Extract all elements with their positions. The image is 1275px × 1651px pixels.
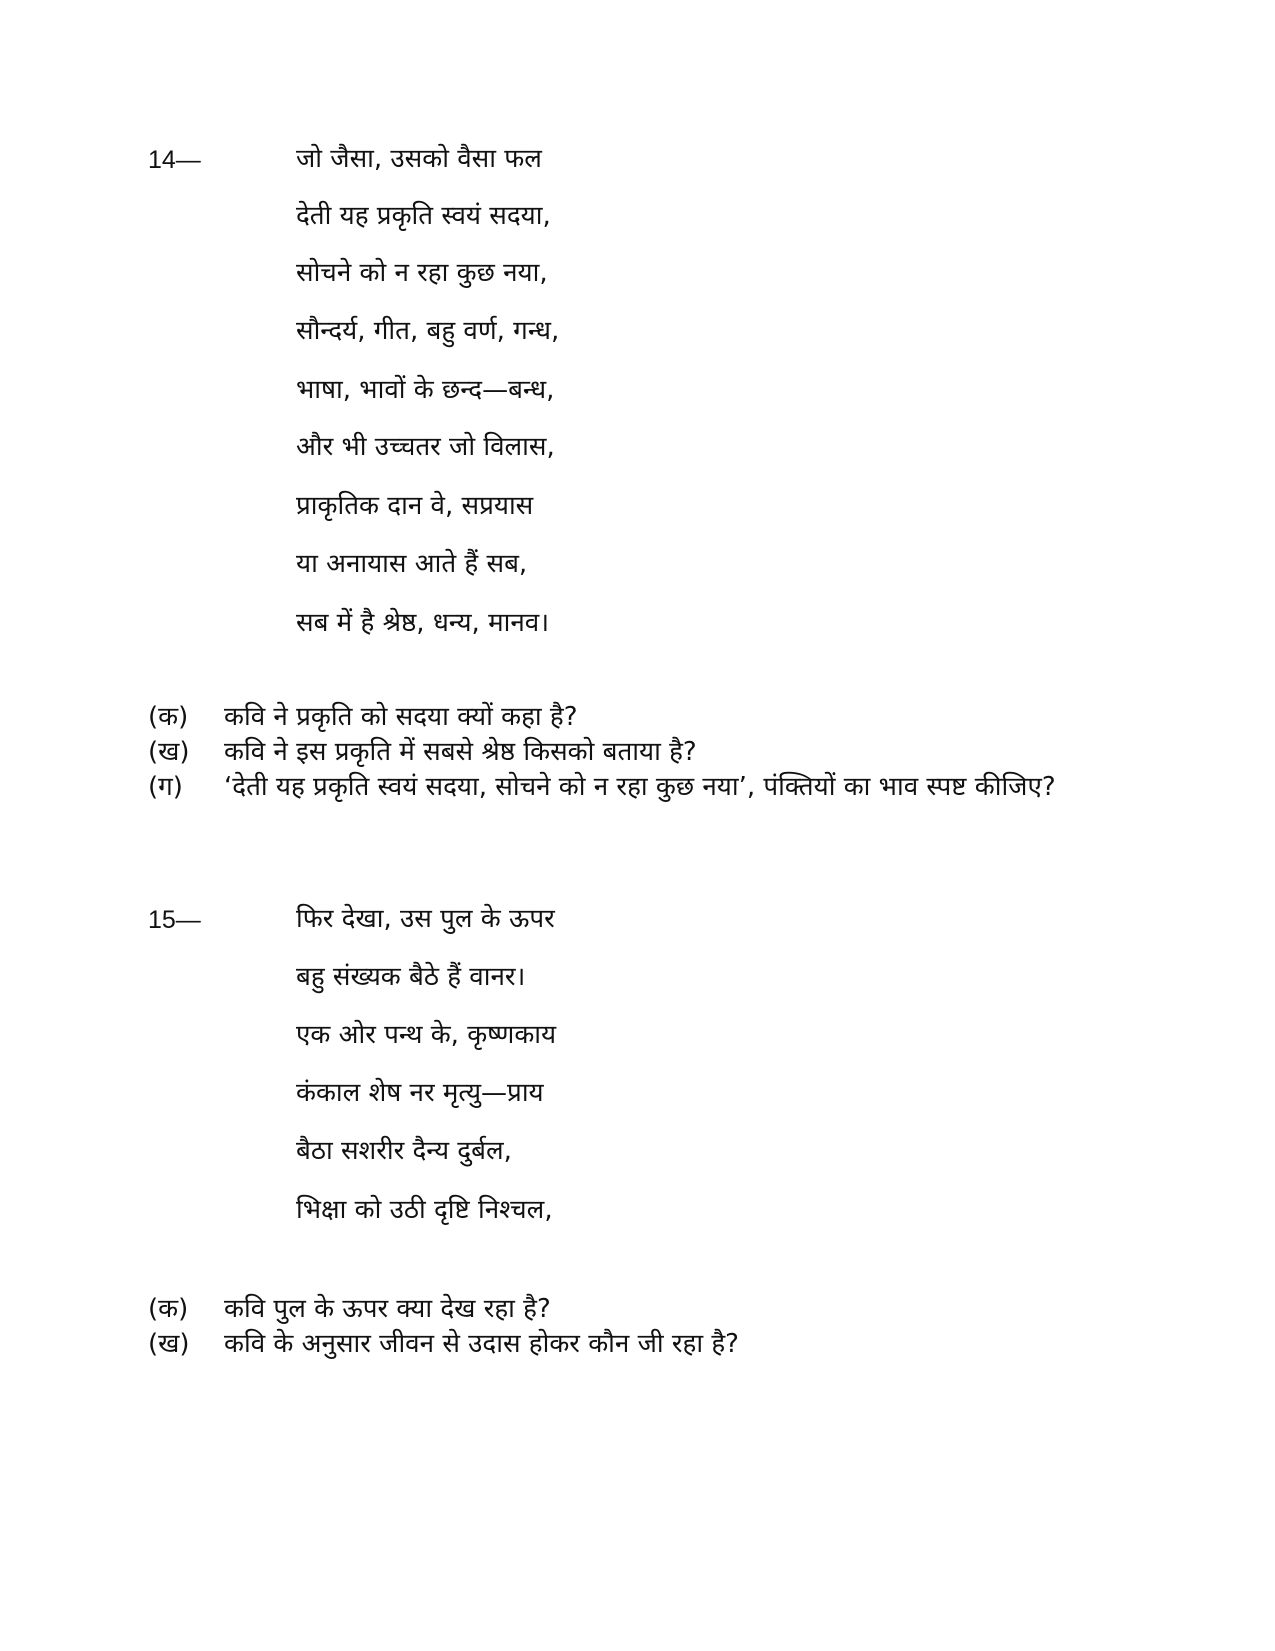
- poem-14-line-2: देती यह प्रकृति स्वयं सदया,: [296, 201, 551, 231]
- poem-15-line-1: फिर देखा, उस पुल के ऊपर: [296, 904, 555, 934]
- sub-question-text: कवि ने प्रकृति को सदया क्यों कहा है?: [224, 702, 578, 732]
- poem-15-line-2: बहु संख्यक बैठे हैं वानर।: [296, 962, 526, 992]
- poem-15-line-5: बैठा सशरीर दैन्य दुर्बल,: [296, 1136, 512, 1166]
- sub-question-text: कवि के अनुसार जीवन से उदास होकर कौन जी रहा है?: [224, 1329, 739, 1359]
- sub-question-text: ‘देती यह प्रकृति स्वयं सदया, सोचने को न रहा कुछ नया’, पंक्तियों का भाव स्पष्ट कीजिए?: [224, 772, 1056, 802]
- sub-question-text: कवि ने इस प्रकृति में सबसे श्रेष्ठ किसको बताया है?: [224, 737, 697, 767]
- poem-14-line-3: सोचने को न रहा कुछ नया,: [296, 258, 548, 288]
- poem-14-line-1: जो जैसा, उसको वैसा फल: [296, 144, 542, 174]
- sub-question-text: कवि पुल के ऊपर क्या देख रहा है?: [224, 1294, 551, 1324]
- sub-question-label: (ख): [148, 737, 190, 767]
- poem-14-line-5: भाषा, भावों के छन्द—बन्ध,: [296, 375, 555, 405]
- poem-14-line-7: प्राकृतिक दान वे, सप्रयास: [296, 491, 534, 521]
- sub-question-label: (ग): [148, 772, 183, 802]
- question-14-sub-ga: [148, 770, 1088, 805]
- poem-15-line-3: एक ओर पन्थ के, कृष्णकाय: [296, 1020, 557, 1050]
- sub-question-label: (ख): [148, 1329, 190, 1359]
- question-15-sub-kha: [148, 1327, 1088, 1362]
- sub-question-label: (क): [148, 1294, 189, 1324]
- poem-14-line-9: सब में है श्रेष्ठ, धन्य, मानव।: [296, 608, 550, 638]
- question-14-sub-ka: [148, 700, 1088, 735]
- question-15-number: 15—: [148, 906, 201, 934]
- poem-14-line-6: और भी उच्चतर जो विलास,: [296, 432, 555, 462]
- sub-question-label: (क): [148, 702, 189, 732]
- poem-15-line-6: भिक्षा को उठी दृष्टि निश्चल,: [296, 1195, 553, 1225]
- poem-15-line-4: कंकाल शेष नर मृत्यु—प्राय: [296, 1078, 544, 1108]
- question-14-sub-kha: [148, 735, 1088, 770]
- poem-14-line-8: या अनायास आते हैं सब,: [296, 549, 528, 579]
- question-15-sub-ka: [148, 1292, 1088, 1327]
- poem-14-line-4: सौन्दर्य, गीत, बहु वर्ण, गन्ध,: [296, 316, 560, 346]
- question-14-number: 14—: [148, 146, 201, 174]
